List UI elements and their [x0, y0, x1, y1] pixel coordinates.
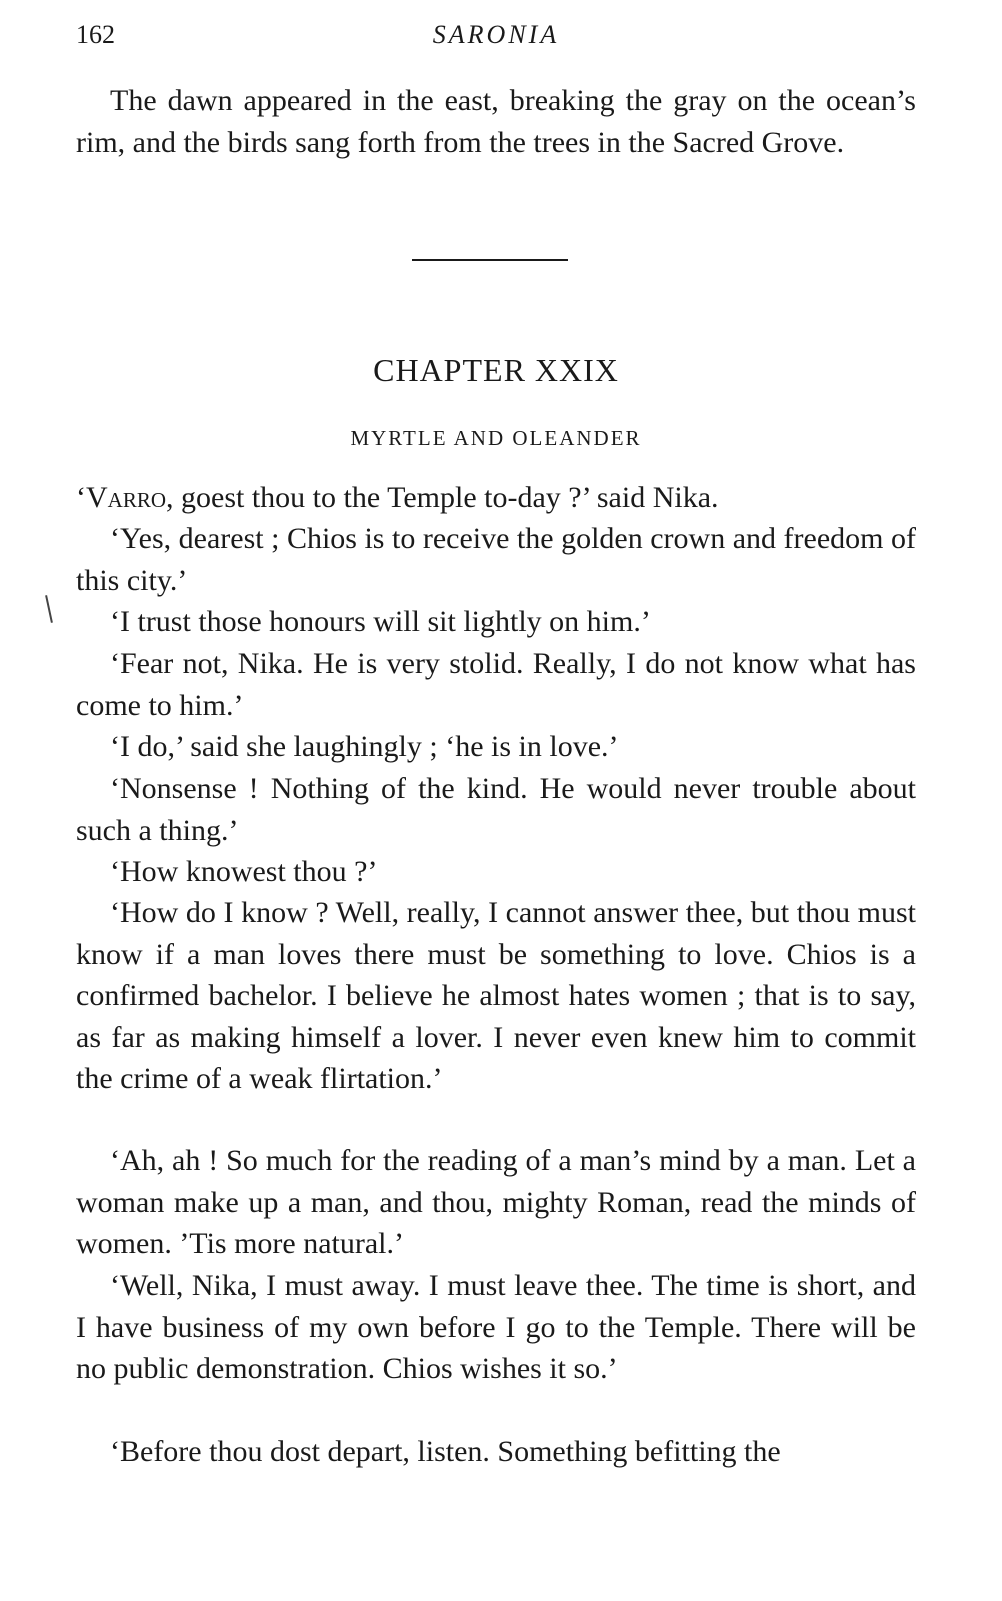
page-number: 162 — [76, 20, 115, 49]
dialogue-paragraph-10: ‘Well, Nika, I must away. I must leave thee. The time is short, and I have business of my own before I go to the Temple. There will be no public demonstration. Chios wishes it so.’ — [76, 1269, 916, 1385]
dialogue-paragraph-11: ‘Before thou dost depart, listen. Something befitting the — [110, 1435, 781, 1468]
speaker-name-smallcaps: Varro — [86, 481, 167, 514]
opening-quote: ‘ — [76, 481, 86, 514]
dialogue-paragraph-9: ‘Ah, ah ! So much for the reading of a man’s mind by a man. Let a woman make up a man, and thou, mighty Roman, read the minds of women. ’Tis more natural.’ — [76, 1144, 916, 1260]
dialogue-paragraph-7: ‘How knowest thou ?’ — [110, 855, 378, 888]
dialogue-paragraph-4: ‘Fear not, Nika. He is very stolid. Really, I do not know what has come to him.’ — [76, 647, 916, 722]
chapter-subtitle: MYRTLE AND OLEANDER — [350, 426, 642, 450]
margin-pencil-mark — [45, 595, 53, 623]
dialogue-paragraph-1 — [76, 477, 916, 519]
dialogue-paragraph-6: ‘Nonsense ! Nothing of the kind. He would never trouble about such a thing.’ — [76, 772, 916, 847]
paragraph-1-rest: , goest thou to the Temple to-day ?’ said Nika. — [166, 481, 719, 514]
chapter-title: CHAPTER XXIX — [373, 352, 619, 388]
dialogue-paragraph-3: ‘I trust those honours will sit lightly on him.’ — [110, 605, 651, 638]
dialogue-paragraph-8: ‘How do I know ? Well, really, I cannot answer thee, but thou must know if a man loves there must be something to love. Chios is a confirmed bachelor. I believe he almost hates women ; that is to say, as far as making himself a lover. I never even knew him to commit the crime of a weak flirtation.’ — [76, 896, 916, 1095]
dialogue-paragraph-2: ‘Yes, dearest ; Chios is to receive the golden crown and freedom of this city.’ — [76, 522, 916, 597]
running-title: SARONIA — [432, 20, 560, 49]
dialogue-paragraph-5: ‘I do,’ said she laughingly ; ‘he is in love.’ — [110, 730, 619, 763]
page-header — [76, 20, 916, 56]
section-divider — [412, 259, 568, 261]
opening-paragraph: The dawn appeared in the east, breaking the gray on the ocean’s rim, and the birds sang forth from the trees in the Sacred Grove. — [76, 84, 916, 159]
